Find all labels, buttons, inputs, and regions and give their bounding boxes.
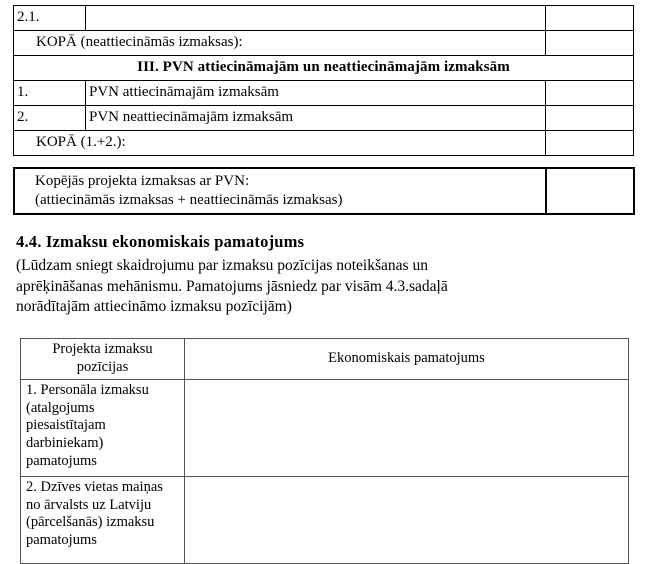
- row-description-cell[interactable]: PVN attiecināmajām izmaksām: [86, 81, 546, 106]
- grand-total-label-line-2: (attiecināmās izmaksas + neattiecināmās izmaksas): [35, 191, 343, 208]
- position-line: 1. Personāla izmaksu: [26, 382, 149, 398]
- header-position-line-1: Projekta izmaksu: [52, 341, 153, 358]
- grand-total-label-line-1: Kopējās projekta izmaksas ar PVN:: [35, 173, 250, 189]
- table-header-row: [21, 339, 629, 380]
- position-line: 2. Dzīves vietas maiņas: [26, 479, 163, 495]
- table-row: [21, 380, 629, 477]
- position-line: darbiniekam): [26, 435, 104, 452]
- table-row-subtotal: [14, 131, 634, 156]
- position-line: no ārvalsts uz Latviju: [26, 496, 152, 513]
- position-line: (pārcelšanās) izmaksu: [26, 514, 155, 531]
- header-cell-position: [21, 339, 185, 380]
- row-value-cell[interactable]: [546, 81, 634, 106]
- costs-summary-table: [13, 5, 634, 156]
- row-value-cell[interactable]: [546, 106, 634, 131]
- grand-total-value-cell[interactable]: [546, 168, 634, 214]
- table-row: [14, 106, 634, 131]
- justification-input-cell-1[interactable]: [185, 380, 629, 477]
- table-row: [14, 81, 634, 106]
- grand-total-label-cell: [14, 168, 546, 214]
- row-description-cell[interactable]: PVN neattiecināmajām izmaksām: [86, 106, 546, 131]
- section-header-cell: III. PVN attiecināmajām un neattiecināmajām izmaksām: [14, 56, 634, 81]
- subtotal-label-cell: KOPĀ (1.+2.):: [14, 131, 546, 156]
- row-number-cell[interactable]: 1.: [14, 81, 86, 106]
- table-row-section-header: [14, 56, 634, 81]
- subtotal-value-cell[interactable]: [546, 31, 634, 56]
- justification-input-cell-2[interactable]: [185, 477, 629, 564]
- section-intro-paragraph: [16, 256, 631, 318]
- row-number-cell[interactable]: 2.1.: [14, 6, 86, 31]
- table-row: [21, 477, 629, 564]
- position-line: pamatojums: [26, 532, 97, 549]
- intro-line-3: norādītajām attiecināmo izmaksu pozīcijām): [16, 298, 292, 316]
- header-position-line-2: pozīcijas: [76, 359, 129, 375]
- table-row: [14, 6, 634, 31]
- table-row-grand-total: [14, 168, 634, 214]
- position-line: (atalgojums: [26, 399, 95, 416]
- intro-line-2: aprēķināšanas mehānismu. Pamatojums jāsniedz par visām 4.3.sadaļā: [16, 277, 448, 295]
- grand-total-table: [13, 167, 635, 215]
- position-cell-1: [21, 380, 185, 477]
- subtotal-label-cell: KOPĀ (neattiecināmās izmaksas):: [14, 31, 546, 56]
- table-row-subtotal: [14, 31, 634, 56]
- economic-justification-table: [20, 338, 629, 564]
- position-line: pamatojums: [26, 452, 97, 469]
- row-description-cell[interactable]: [86, 6, 546, 31]
- row-number-cell[interactable]: 2.: [14, 106, 86, 131]
- row-value-cell[interactable]: [546, 6, 634, 31]
- position-line: piesaistītajam: [26, 417, 106, 434]
- subtotal-value-cell[interactable]: [546, 131, 634, 156]
- intro-line-1: (Lūdzam sniegt skaidrojumu par izmaksu pozīcijas noteikšanas un: [16, 257, 428, 274]
- header-cell-justification: Ekonomiskais pamatojums: [185, 339, 629, 380]
- section-heading-4-4: 4.4. Izmaksu ekonomiskais pamatojums: [16, 232, 305, 251]
- position-cell-2: [21, 477, 185, 564]
